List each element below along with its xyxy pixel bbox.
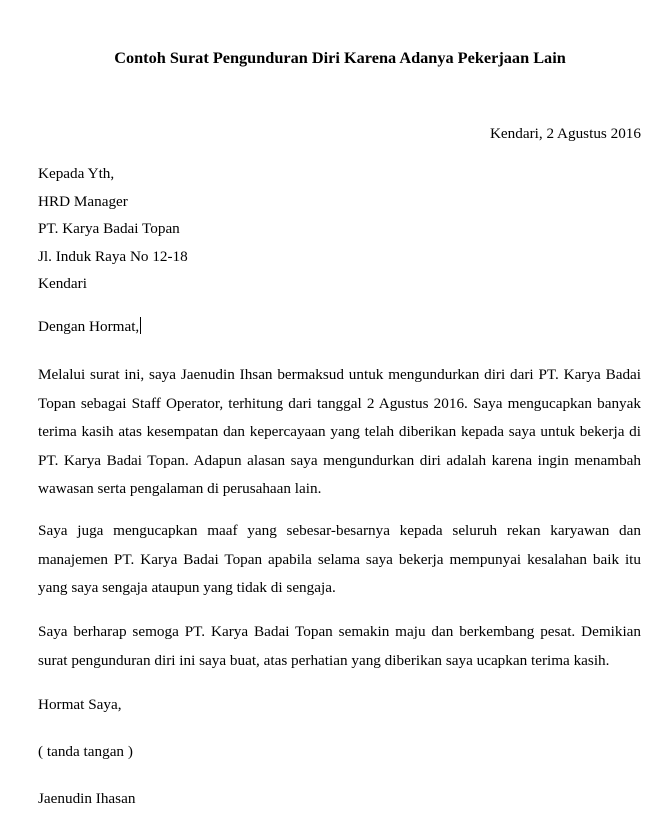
greeting-text: Dengan Hormat, <box>38 318 140 335</box>
signature-placeholder: ( tanda tangan ) <box>38 743 133 760</box>
recipient-line: HRD Manager <box>38 192 128 210</box>
closing-text: Hormat Saya, <box>38 696 122 713</box>
recipient-line: Jl. Induk Raya No 12-18 <box>38 247 188 265</box>
greeting-line[interactable] <box>38 317 141 336</box>
letter-date: Kendari, 2 Agustus 2016 <box>489 125 641 142</box>
recipient-line: Kendari <box>38 275 87 292</box>
document-title: Contoh Surat Pengunduran Diri Karena Adanya Pekerjaan Lain <box>114 48 566 67</box>
body-paragraph: Saya berharap semoga PT. Karya Badai Topan semakin maju dan berkembang pesat. Demikian surat pengunduran diri ini saya buat, atas perhatian yang diberikan saya ucapkan terima kasih. <box>38 623 641 669</box>
recipient-line: Kepada Yth, <box>38 165 115 182</box>
signer-name: Jaenudin Ihasan <box>38 790 136 807</box>
recipient-line: PT. Karya Badai Topan <box>38 220 180 237</box>
body-paragraph: Saya juga mengucapkan maaf yang sebesar-besarnya kepada seluruh rekan karyawan dan manajemen PT. Karya Badai Topan apabila selama saya bekerja mempunyai kesalahan baik itu yang saya sengaja ataupun yang tidak di sengaja. <box>38 522 641 596</box>
recipient-address <box>38 160 188 298</box>
body-paragraph: Melalui surat ini, saya Jaenudin Ihsan bermaksud untuk mengundurkan diri dari PT. Karya Badai Topan sebagai Staff Operator, terhitung dari tanggal 2 Agustus 2016. Saya mengucapkan banyak terima kasih atas kesempatan dan kepercayaan yang telah diberikan kepada saya untuk bekerja di PT. Karya Badai Topan. Adapun alasan saya mengundurkan diri adalah karena ingin menambah wawasan serta pengalaman di perusahaan lain. <box>38 366 641 497</box>
text-cursor <box>140 317 141 334</box>
